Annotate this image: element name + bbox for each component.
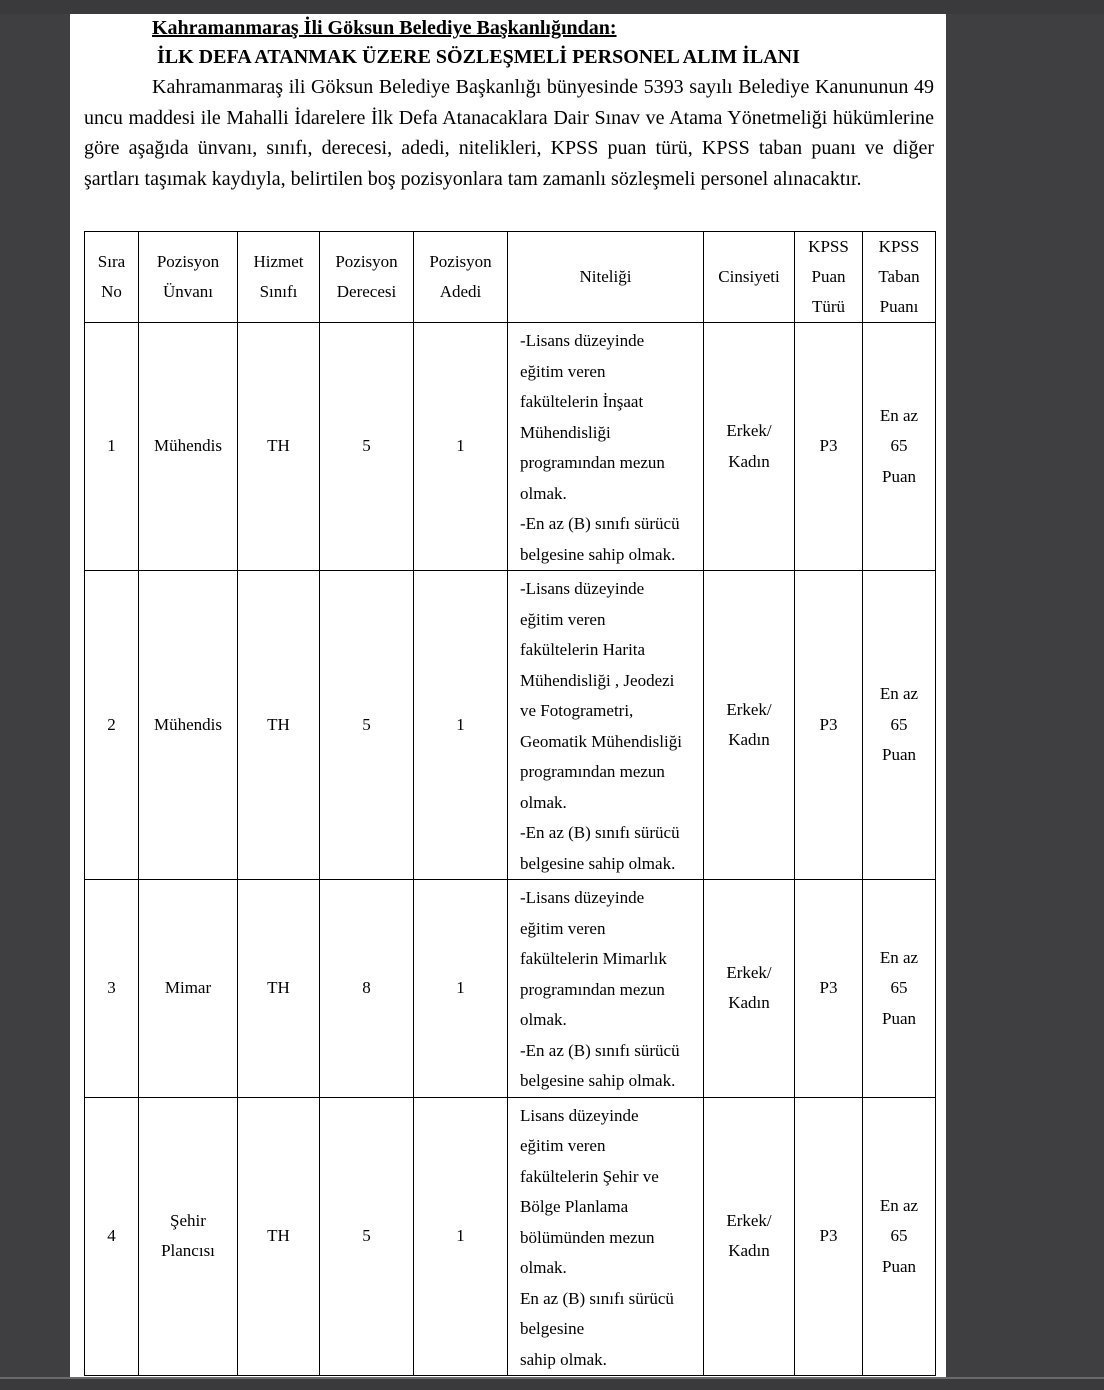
cell-hizmet-sinifi: TH [238,571,320,880]
cell-pozisyon-adedi: 1 [414,880,508,1098]
cell-line: fakültelerin Şehir ve [520,1166,659,1186]
cell-line: Kadın [728,993,770,1013]
cell-line: Adedi [439,282,482,301]
header-sira-no [85,232,139,323]
cell-line: Erkek/ [726,421,772,440]
table-row [85,1097,936,1376]
cell-niteligi [508,571,704,880]
cell-pozisyon-derecesi: 5 [320,571,414,880]
cell-line: Kadın [728,1241,770,1261]
cell-line: Plancısı [161,1241,215,1261]
cell-line: Erkek/ [726,1210,772,1230]
cell-line: fakültelerin İnşaat [520,392,644,411]
header-pozisyon-derecesi [320,232,414,323]
cell-line: olmak. [520,483,567,503]
cell-line: Sıra [97,252,126,271]
cell-kpss-taban-puani [863,571,936,880]
cell-line: Lisans düzeyinde [520,1105,639,1125]
intro-text: Kahramanmaraş ili Göksun Belediye Başkanlığı bünyesinde 5393 sayılı Belediye Kanununun 49 uncu maddesi ile Mahalli İdarelere İlk Defa Atanacaklara Dair Sınav ve Atama Yönetmeliği hükümlerine göre aşağıda ünvanı, sınıfı, derecesi, adedi, nitelikleri, KPSS puan türü, KPSS taban puanı ve diğer şartları taşımak kaydıyla, belirtilen boş pozisyonlara tam zamanlı sözleşmeli personel alınacaktır. [84,76,934,190]
cell-line: ve Fotogrametri, [520,701,634,720]
cell-line: programından mezun [520,453,665,472]
cell-line: belgesine sahip olmak. [520,544,676,564]
cell-line: Mühendis [154,436,222,456]
cell-pozisyon-derecesi: 5 [320,323,414,571]
cell-line: Puan [811,267,846,286]
cell-pozisyon-derecesi: 8 [320,880,414,1098]
cell-line: Ünvanı [162,282,214,301]
header-pozisyon-unvani [139,232,238,323]
cell-line: Puanı [879,297,919,316]
cell-line: olmak. [520,792,567,812]
cell-sira-no: 4 [85,1097,139,1376]
cell-sira-no: 1 [85,323,139,571]
cell-line: Bölge Planlama [520,1197,629,1216]
table-header-row [85,232,936,323]
cell-line: Puan [882,1008,916,1028]
cell-line: Pozisyon [156,252,220,271]
cell-line: En az (B) sınıfı sürücü [520,1288,674,1308]
cell-line: Erkek/ [726,962,772,982]
cell-line: Mühendisliği [520,422,611,442]
cell-line: Pozisyon [429,252,492,271]
cell-line: programından mezun [520,979,665,999]
cell-pozisyon-unvani [139,323,238,571]
header-hizmet-sinifi [238,232,320,323]
cell-kpss-puan-turu: P3 [795,571,863,880]
cell-line: Mimar [164,978,212,997]
cell-pozisyon-derecesi: 5 [320,1097,414,1376]
cell-line: belgesine sahip olmak. [520,1071,676,1090]
cell-line: olmak. [520,1010,567,1029]
cell-line: Puan [882,1256,916,1276]
cell-pozisyon-adedi: 1 [414,323,508,571]
cell-sira-no: 2 [85,571,139,880]
cell-line: Erkek/ [726,699,772,719]
cell-line: fakültelerin Harita [520,640,646,659]
cell-cinsiyeti [704,1097,795,1376]
cell-kpss-taban-puani [863,880,936,1098]
cell-line: -En az (B) sınıfı sürücü [520,823,680,842]
cell-line: bölümünden mezun [520,1227,655,1247]
cell-line: eğitim veren [520,1136,606,1155]
cell-line: En az [879,947,919,967]
cell-line: -En az (B) sınıfı sürücü [520,514,680,533]
cell-line: -Lisans düzeyinde [520,888,645,907]
cell-pozisyon-unvani [139,880,238,1098]
cell-line: Derecesi [336,282,397,301]
cell-line: Şehir [170,1210,206,1230]
viewer-top-bar [0,0,1104,14]
cell-line: Kadın [728,730,770,749]
cell-line: En az [879,684,919,704]
institution-heading: Kahramanmaraş İli Göksun Belediye Başkanlığından: [152,17,617,39]
cell-pozisyon-unvani [139,571,238,880]
cell-niteligi [508,1097,704,1376]
header-niteligi: Niteliği [508,232,704,323]
cell-line: sahip olmak. [520,1349,607,1369]
cell-line: eğitim veren [520,609,606,629]
cell-line: olmak. [520,1258,567,1277]
cell-line: programından mezun [520,762,665,781]
cell-hizmet-sinifi: TH [238,1097,320,1376]
cell-line: En az [879,1195,919,1215]
header-pozisyon-adedi [414,232,508,323]
header-cinsiyeti: Cinsiyeti [704,232,795,323]
cell-line: Kadın [728,451,770,471]
viewer-bottom-bar [0,1377,1104,1390]
cell-line: Mühendis [154,714,222,734]
cell-kpss-puan-turu: P3 [795,323,863,571]
cell-line: belgesine sahip olmak. [520,853,676,873]
cell-kpss-puan-turu: P3 [795,880,863,1098]
cell-line: KPSS [878,237,920,256]
intro-paragraph [84,72,934,194]
cell-line: 65 [890,978,908,997]
cell-line: En az [879,405,919,425]
cell-line: Sınıfı [259,282,298,301]
cell-line: Geomatik Mühendisliği [520,731,682,751]
cell-kpss-taban-puani [863,1097,936,1376]
cell-line: -Lisans düzeyinde [520,579,645,598]
cell-line: Puan [882,466,916,486]
cell-line: Mühendisliği , Jeodezi [520,670,675,690]
cell-line: Türü [811,297,846,316]
table-row [85,880,936,1098]
cell-line: 65 [890,436,908,456]
cell-line: Pozisyon [335,252,398,271]
cell-cinsiyeti [704,571,795,880]
cell-line: fakültelerin Mimarlık [520,949,667,968]
cell-line: eğitim veren [520,918,606,938]
cell-pozisyon-adedi: 1 [414,571,508,880]
table-row [85,571,936,880]
cell-line: belgesine [520,1319,585,1338]
header-kpss-taban-puani [863,232,936,323]
cell-hizmet-sinifi: TH [238,323,320,571]
cell-pozisyon-unvani [139,1097,238,1376]
header-kpss-puan-turu [795,232,863,323]
cell-line: No [101,282,122,301]
cell-line: Taban [878,267,920,286]
cell-kpss-puan-turu: P3 [795,1097,863,1376]
table-row [85,323,936,571]
cell-line: Puan [882,745,916,765]
cell-line: 65 [890,714,908,734]
announcement-title: İLK DEFA ATANMAK ÜZERE SÖZLEŞMELİ PERSONEL ALIM İLANI [157,46,800,68]
cell-line: -Lisans düzeyinde [520,331,645,350]
cell-niteligi [508,880,704,1098]
cell-line: -En az (B) sınıfı sürücü [520,1040,680,1060]
cell-hizmet-sinifi: TH [238,880,320,1098]
cell-line: 65 [890,1226,908,1245]
cell-line: Hizmet [253,252,304,271]
positions-table [84,231,936,1376]
cell-cinsiyeti [704,323,795,571]
cell-pozisyon-adedi: 1 [414,1097,508,1376]
cell-cinsiyeti [704,880,795,1098]
cell-line: KPSS [808,237,849,256]
cell-niteligi [508,323,704,571]
cell-line: eğitim veren [520,361,606,381]
cell-sira-no: 3 [85,880,139,1098]
cell-kpss-taban-puani [863,323,936,571]
